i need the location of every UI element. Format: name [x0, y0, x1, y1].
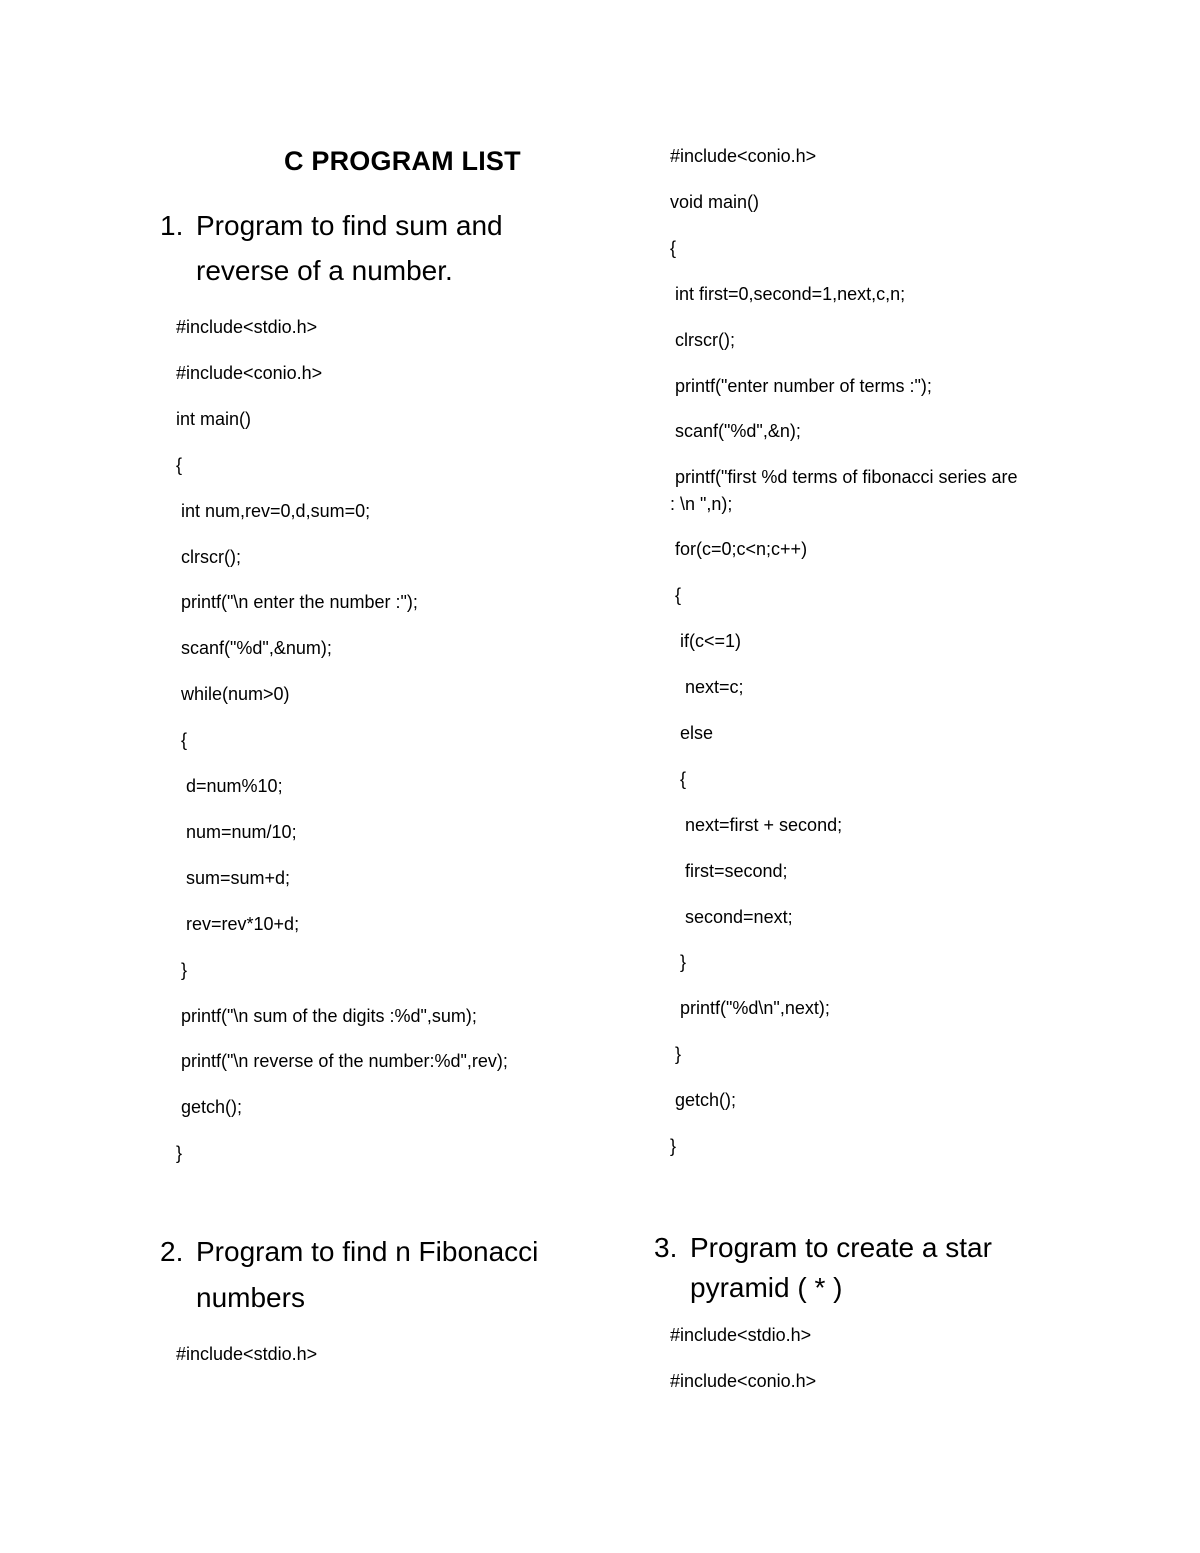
- page-title: C PROGRAM LIST: [284, 146, 521, 176]
- code-line: #include<conio.h>: [176, 362, 323, 383]
- section-3-number: 3.: [654, 1232, 678, 1263]
- code-line: scanf("%d",&n);: [670, 421, 801, 442]
- code-line: : \n ",n);: [670, 494, 733, 515]
- code-line: int num,rev=0,d,sum=0;: [176, 500, 371, 521]
- code-line: for(c=0;c<n;c++): [670, 539, 808, 560]
- code-line: first=second;: [670, 860, 788, 881]
- code-line: }: [176, 1143, 183, 1164]
- code-line: printf("\n enter the number :");: [176, 592, 418, 613]
- code-line: #include<conio.h>: [670, 1371, 817, 1391]
- code-line: printf("\n reverse of the number:%d",rev);: [176, 1051, 508, 1072]
- code-line: {: [670, 237, 677, 258]
- section-1-code-block: [176, 316, 616, 1176]
- code-line: if(c<=1): [670, 631, 742, 652]
- section-1-heading: [160, 204, 580, 294]
- section-2-code-block-right: [670, 145, 1090, 1175]
- code-line: d=num%10;: [176, 776, 283, 796]
- section-1-heading-line2: reverse of a number.: [196, 255, 453, 286]
- code-line: #include<conio.h>: [670, 146, 817, 166]
- code-line: #include<stdio.h>: [176, 1344, 318, 1364]
- code-line: }: [670, 952, 687, 973]
- section-3-heading: [654, 1226, 1074, 1310]
- code-line: #include<stdio.h>: [176, 317, 318, 337]
- code-line: next=first + second;: [670, 814, 843, 835]
- code-line: }: [176, 959, 188, 980]
- code-line: num=num/10;: [176, 821, 297, 842]
- section-2-number: 2.: [160, 1236, 184, 1267]
- code-line: next=c;: [670, 677, 744, 697]
- section-3-heading-line1: Program to create a star: [690, 1232, 992, 1263]
- code-line: else: [670, 722, 714, 743]
- section-1-heading-line1: Program to find sum and: [196, 210, 503, 241]
- code-line: scanf("%d",&num);: [176, 638, 332, 659]
- section-2-code-block-left: [176, 1343, 476, 1373]
- section-3-code-block: [670, 1324, 1090, 1404]
- section-1-number: 1.: [160, 210, 184, 241]
- code-line: while(num>0): [176, 684, 290, 705]
- code-line: getch();: [176, 1097, 243, 1118]
- code-line: clrscr();: [670, 329, 735, 350]
- code-line: {: [670, 585, 682, 606]
- code-line: {: [670, 768, 687, 789]
- code-line: sum=sum+d;: [176, 867, 291, 888]
- code-line: int first=0,second=1,next,c,n;: [670, 283, 906, 304]
- code-line: #include<stdio.h>: [670, 1325, 812, 1345]
- code-line: int main(): [176, 408, 252, 429]
- section-3-heading-line2: pyramid ( * ): [690, 1272, 843, 1303]
- section-2-heading-line1: Program to find n Fibonacci: [196, 1236, 539, 1267]
- code-line: void main(): [670, 191, 760, 212]
- code-line: clrscr();: [176, 546, 241, 567]
- section-2-heading-line2: numbers: [196, 1282, 305, 1313]
- section-2-heading: [160, 1230, 600, 1322]
- code-line: getch();: [670, 1090, 737, 1111]
- code-line: printf("enter number of terms :");: [670, 375, 932, 396]
- code-line: printf("\n sum of the digits :%d",sum);: [176, 1005, 477, 1026]
- code-line: second=next;: [670, 906, 793, 927]
- code-line: {: [176, 454, 183, 475]
- code-line: }: [670, 1044, 682, 1065]
- code-line: printf("first %d terms of fibonacci series are: [670, 467, 1018, 488]
- code-line: rev=rev*10+d;: [176, 913, 300, 934]
- code-line: {: [176, 730, 188, 751]
- code-line: printf("%d\n",next);: [670, 998, 830, 1019]
- code-line: }: [670, 1136, 677, 1156]
